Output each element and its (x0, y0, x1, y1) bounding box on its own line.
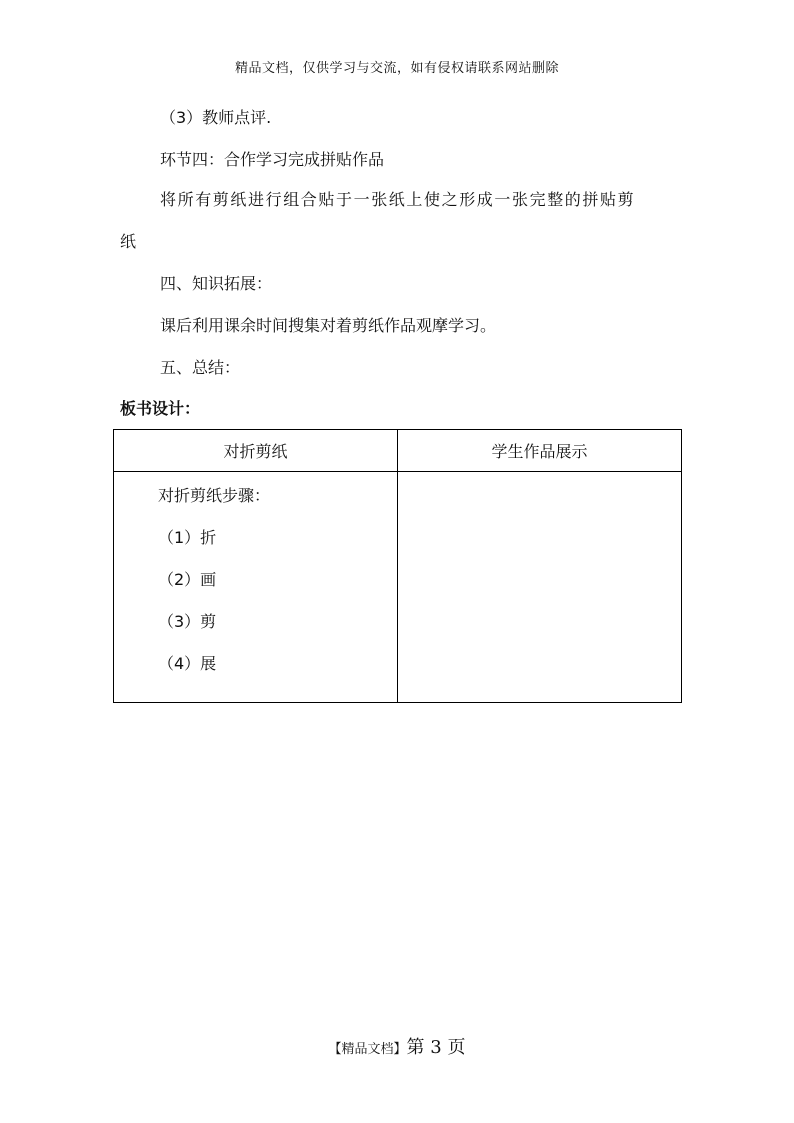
steps-cell (114, 472, 398, 703)
student-work-display-cell (398, 472, 682, 703)
table-row (114, 472, 682, 703)
paragraph-after-class-activity: 课后利用课余时间搜集对着剪纸作品观摩学习。 (160, 316, 497, 335)
heading-knowledge-extension: 四、知识拓展： (160, 274, 273, 293)
step-cut: （3）剪 (158, 612, 217, 631)
paragraph-collage-instruction: 将所有剪纸进行组合贴于一张纸上使之形成一张完整的拼贴剪 (160, 190, 636, 209)
table-header-row (114, 430, 682, 472)
steps-title: 对折剪纸步骤： (158, 486, 271, 505)
paragraph-collage-instruction-continued: 纸 (120, 232, 137, 251)
column-header-folding-paper-cut: 对折剪纸 (114, 430, 398, 472)
paragraph-teacher-review: （3）教师点评. (160, 108, 272, 127)
column-header-student-work-display: 学生作品展示 (398, 430, 682, 472)
paragraph-section-four: 环节四：合作学习完成拼贴作品 (160, 150, 385, 169)
page-footer (0, 1033, 794, 1059)
heading-summary: 五、总结： (160, 358, 241, 377)
step-fold: （1）折 (158, 528, 217, 547)
page-number: 第 3 页 (406, 1037, 466, 1058)
board-design-table (113, 429, 682, 703)
step-unfold: （4）展 (158, 654, 217, 673)
step-draw: （2）画 (158, 570, 217, 589)
footer-document-tag: 【精品文档】 (328, 1042, 407, 1057)
document-header-note: 精品文档，仅供学习与交流，如有侵权请联系网站删除 (234, 61, 559, 76)
board-design-title: 板书设计： (120, 399, 201, 418)
